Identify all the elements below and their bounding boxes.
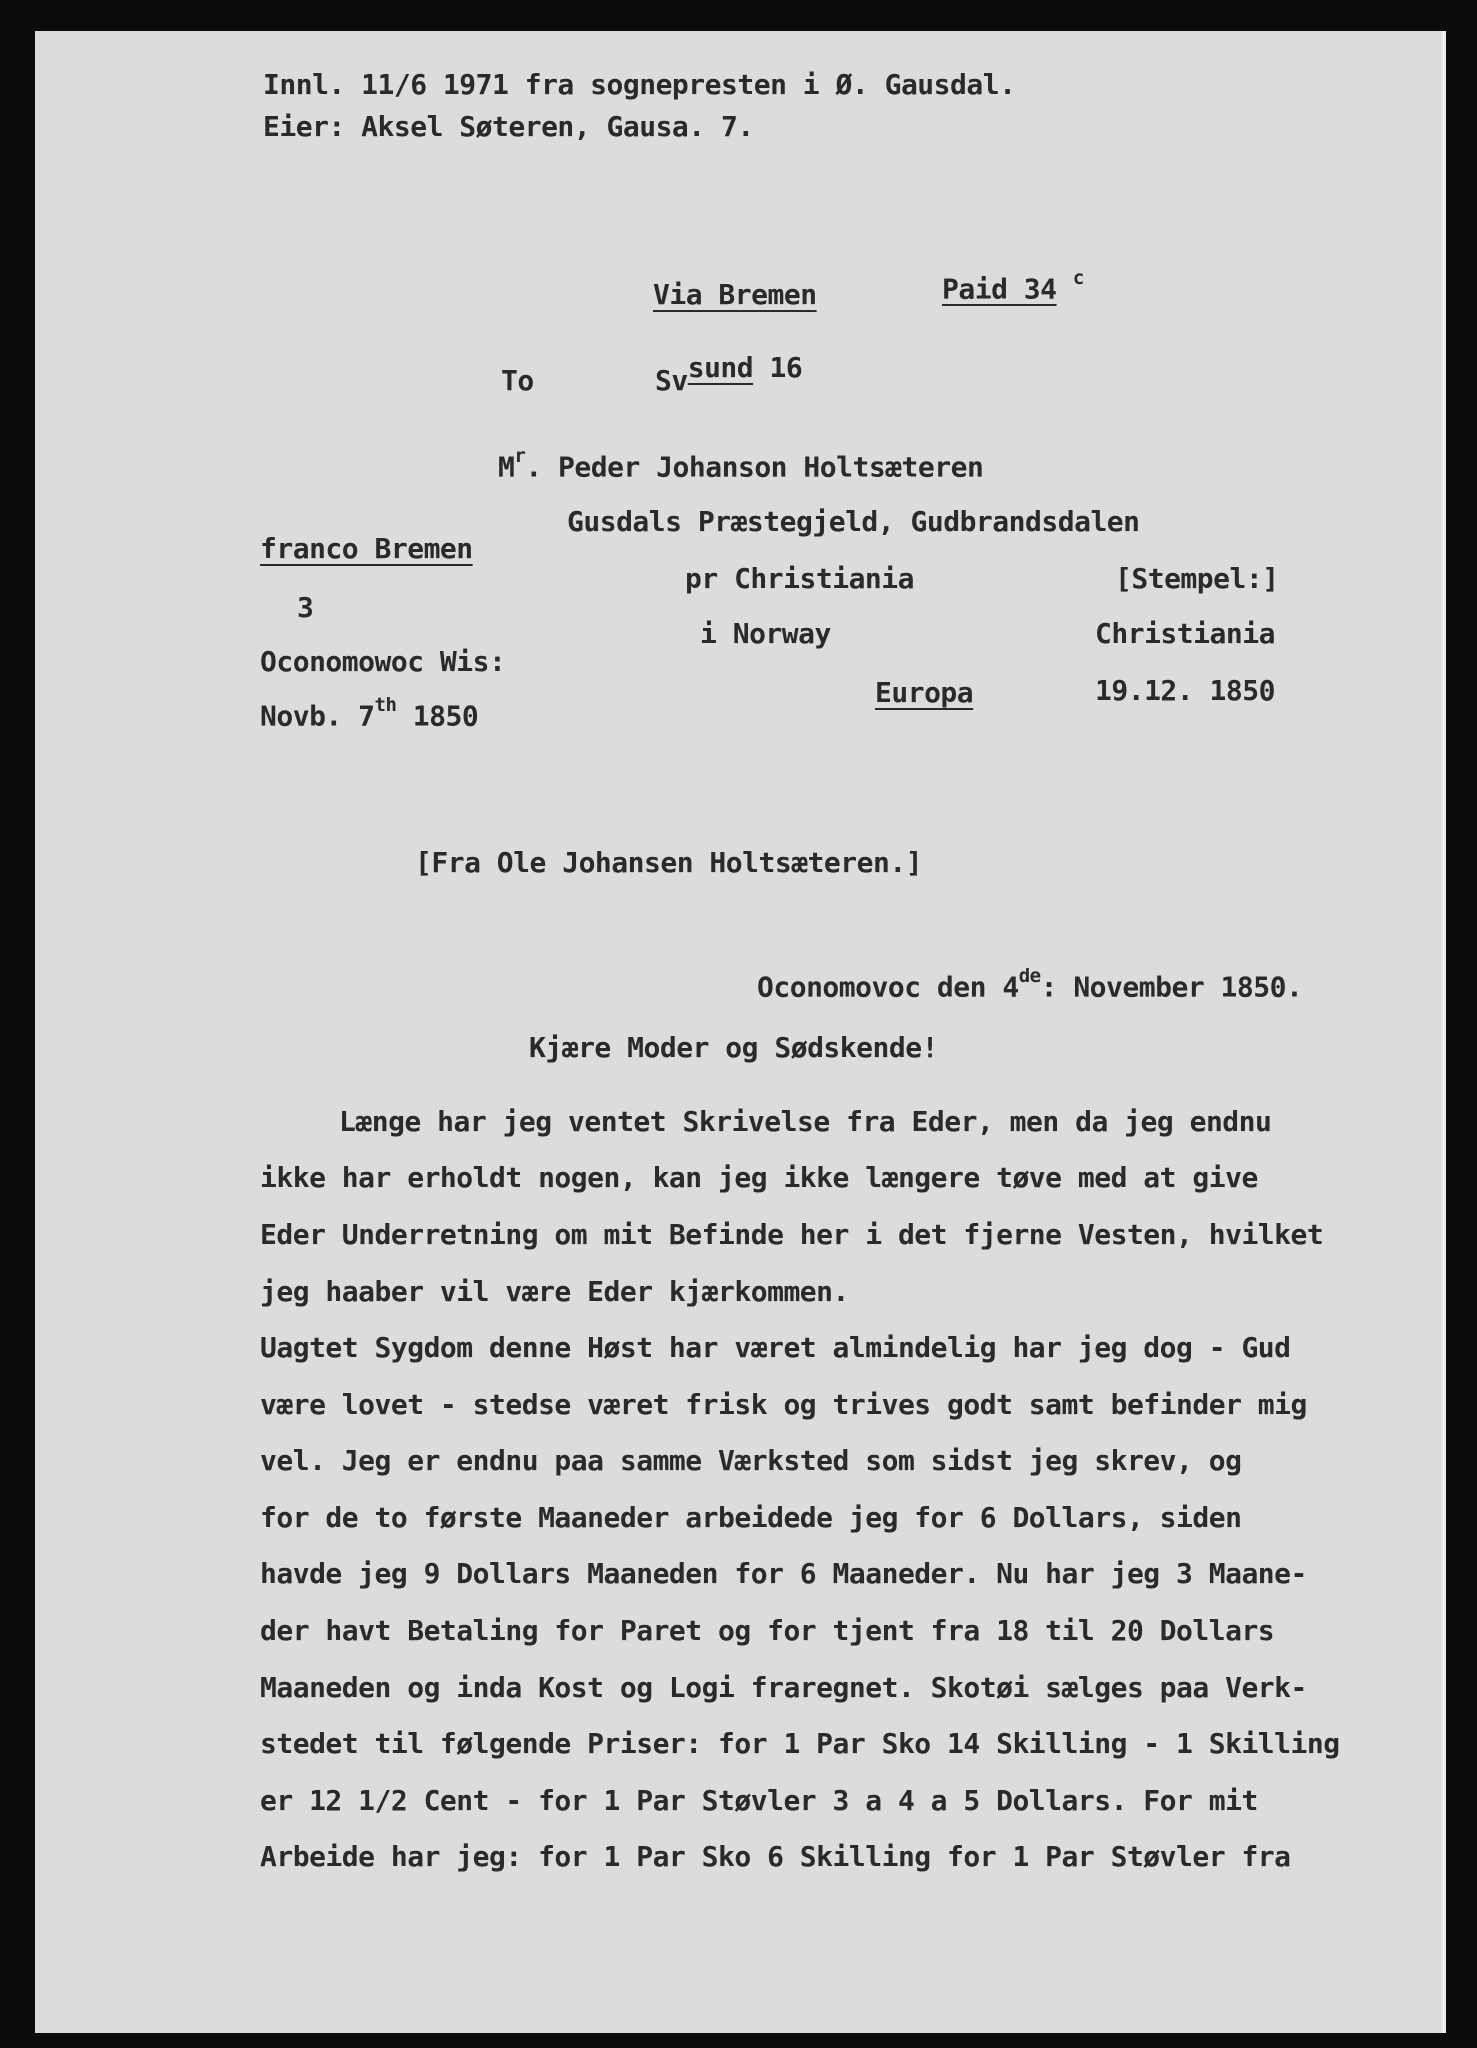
typed-document-page [35, 31, 1446, 2033]
body-line-4: jeg haaber vil være Eder kjærkommen. [260, 1275, 849, 1308]
via-bremen: Via Bremen [653, 278, 817, 311]
franco-bremen: franco Bremen [260, 532, 473, 565]
number-16: 16 [769, 351, 803, 384]
novb-superscript: th [374, 694, 397, 716]
letter-date-superscript: de [1018, 965, 1041, 987]
body-line-14: Arbeide har jeg: for 1 Par Sko 6 Skilling for 1 Par Støvler fra [260, 1840, 1291, 1873]
body-line-13: er 12 1/2 Cent - for 1 Par Støvler 3 a 4 a 5 Dollars. For mit [260, 1784, 1258, 1817]
paid-note [942, 267, 1084, 306]
body-line-10: der havt Betaling for Paret og for tjent fra 18 til 20 Dollars [260, 1614, 1275, 1647]
header-line-2: Eier: Aksel Søteren, Gausa. 7. [263, 110, 754, 143]
posting-date [260, 694, 479, 733]
header-line-1: Innl. 11/6 1971 fra sognepresten i Ø. Gausdal. [263, 68, 1016, 101]
body-line-8: for de to første Maaneder arbeidede jeg for 6 Dollars, siden [260, 1501, 1242, 1534]
sv-text: Sv [655, 364, 688, 397]
letter-date [757, 965, 1303, 1004]
paid-superscript: c [1072, 267, 1084, 289]
stempel-label: [Stempel:] [1115, 562, 1279, 595]
pr-christiania: pr Christiania [685, 562, 915, 595]
recipient-name [498, 445, 984, 484]
letter-date-start: Oconomovoc den 4 [757, 970, 1019, 1004]
salutation: Kjære Moder og Sødskende! [529, 1031, 938, 1064]
novb-year: 1850 [412, 699, 479, 733]
europa: Europa [875, 676, 974, 709]
mr-prefix: M [498, 450, 515, 484]
novb-text: Novb. 7 [260, 699, 375, 733]
body-line-6: være lovet - stedse været frisk og trives godt samt befinder mig [260, 1388, 1307, 1421]
svsund-note [655, 351, 803, 397]
body-line-11: Maaneden og inda Kost og Logi fraregnet. Skotøi sælges paa Verk- [260, 1671, 1307, 1704]
body-line-9: havde jeg 9 Dollars Maaneden for 6 Maaneder. Nu har jeg 3 Maane- [260, 1557, 1307, 1590]
letter-sender: [Fra Ole Johansen Holtsæteren.] [415, 846, 923, 879]
number-3: 3 [297, 591, 314, 624]
body-line-1: Længe har jeg ventet Skrivelse fra Eder, men da jeg endnu [339, 1105, 1272, 1138]
stamp-date: 19.12. 1850 [1095, 674, 1275, 707]
body-line-12: stedet til følgende Priser: for 1 Par Sko 14 Skilling - 1 Skilling [260, 1727, 1340, 1760]
recipient-parish: Gusdals Præstegjeld, Gudbrandsdalen [567, 505, 1140, 538]
to-label: To [501, 364, 534, 397]
paid-text: Paid 34 [942, 272, 1057, 306]
i-norway: i Norway [700, 617, 831, 650]
body-line-2: ikke har erholdt nogen, kan jeg ikke længere tøve med at give [260, 1161, 1258, 1194]
body-line-5: Uagtet Sygdom denne Høst har været almindelig har jeg dog - Gud [260, 1331, 1291, 1364]
recipient-text: . Peder Johanson Holtsæteren [525, 450, 984, 484]
sund-text: sund [687, 351, 754, 384]
stamp-christiania: Christiania [1095, 617, 1275, 650]
letter-date-end: : November 1850. [1040, 970, 1303, 1004]
body-line-7: vel. Jeg er endnu paa samme Værksted som sidst jeg skrev, og [260, 1444, 1242, 1477]
oconomowoc-wis: Oconomowoc Wis: [260, 645, 506, 678]
body-line-3: Eder Underretning om mit Befinde her i det fjerne Vesten, hvilket [260, 1218, 1324, 1251]
mr-superscript: r [514, 445, 526, 467]
